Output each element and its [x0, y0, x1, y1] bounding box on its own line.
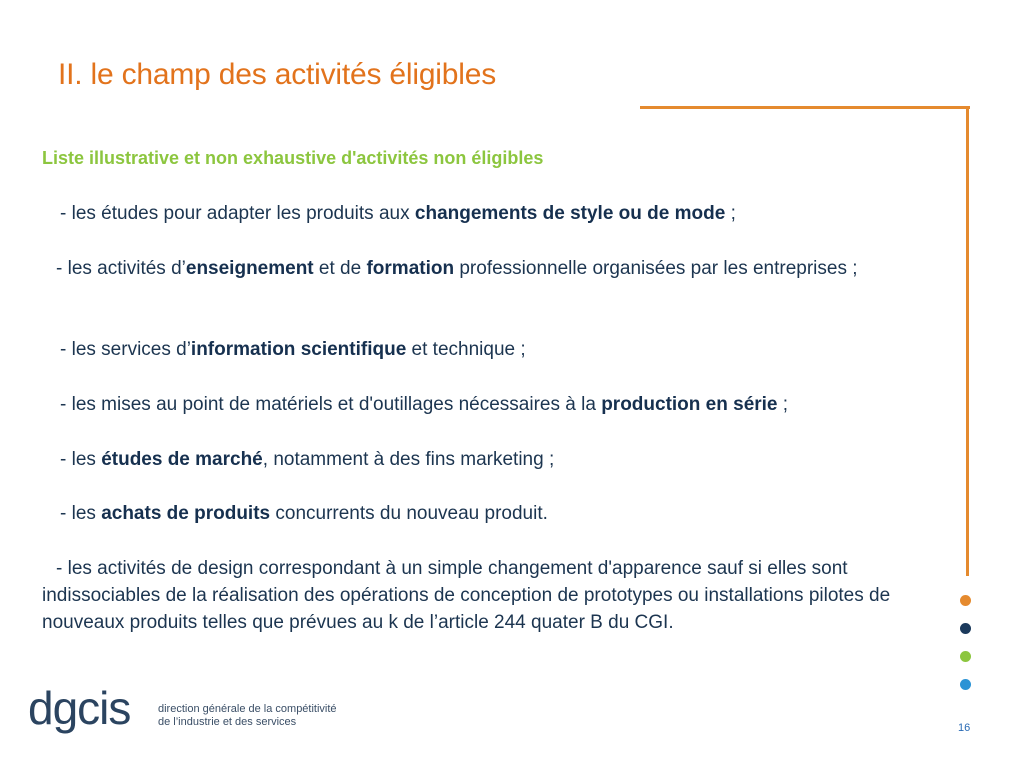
slide-title: II. le champ des activités éligibles — [58, 58, 497, 91]
list-item — [42, 391, 947, 418]
list-item — [42, 255, 947, 282]
item-text: ; — [777, 394, 789, 415]
item-emphasis: production en série — [601, 394, 778, 415]
item-emphasis: études de marché — [101, 449, 263, 470]
item-text: concurrents du nouveau produit. — [270, 503, 548, 524]
item-text: et technique ; — [406, 339, 526, 360]
list-item — [42, 200, 947, 227]
item-text: - les activités d’ — [56, 258, 186, 279]
green-dot-icon — [960, 651, 971, 662]
item-text: professionnelle organisées par les entreprises ; — [454, 258, 858, 279]
blue-dot-icon — [960, 679, 971, 690]
item-text: ; — [725, 203, 736, 224]
logo-tagline-line-1: direction générale de la compétitivité — [158, 703, 337, 715]
list-item — [42, 446, 947, 473]
list-item — [42, 555, 947, 636]
item-text: et de — [313, 258, 367, 279]
dgcis-logo — [28, 686, 150, 754]
logo-tagline — [158, 703, 337, 729]
frame-top-line — [640, 106, 970, 109]
list-item — [42, 336, 947, 363]
list-item — [42, 500, 947, 527]
item-text: , notamment à des fins marketing ; — [262, 449, 555, 470]
navy-dot-icon — [960, 623, 971, 634]
item-text: - les services d’ — [60, 339, 191, 360]
orange-dot-icon — [960, 595, 971, 606]
item-emphasis: formation — [366, 258, 455, 279]
slide-subtitle: Liste illustrative et non exhaustive d'activités non éligibles — [42, 148, 544, 168]
item-emphasis: information scientifique — [190, 339, 407, 360]
page-number: 16 — [958, 722, 971, 734]
item-emphasis: achats de produits — [101, 503, 271, 524]
logo-wordmark: dgcis — [28, 686, 131, 734]
item-text: - les études pour adapter les produits aux — [60, 203, 415, 224]
frame-right-line — [966, 106, 969, 576]
logo-tagline-line-2: de l’industrie et des services — [158, 716, 297, 728]
item-text: - les — [60, 503, 102, 524]
item-text: - les mises au point de matériels et d'outillages nécessaires à la — [60, 394, 602, 415]
item-text: - les activités de design correspondant à un simple changement d'apparence sauf si elles sont indissociables de la réalisation des opérations de conception de prototypes ou installations pilotes de nouveaux produits telles que prévues au k de l’article 244 quater B du CGI. — [42, 558, 891, 633]
item-text: - les — [60, 449, 102, 470]
item-emphasis: changements de style ou de mode — [414, 203, 726, 224]
item-emphasis: enseignement — [185, 258, 314, 279]
